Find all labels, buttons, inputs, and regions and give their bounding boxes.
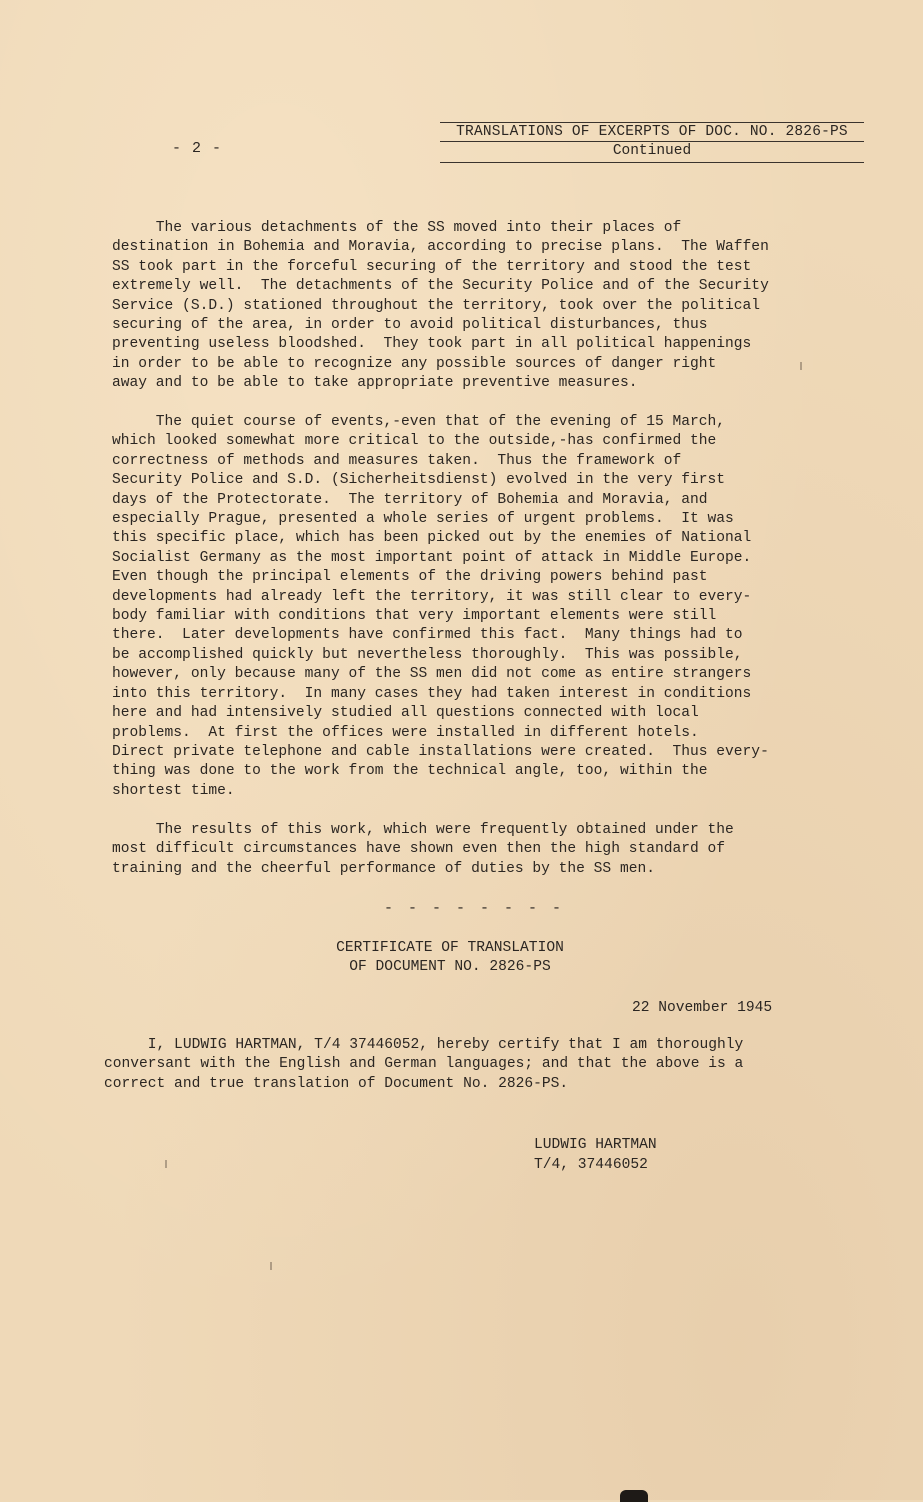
certificate-title-line-1: CERTIFICATE OF TRANSLATION (336, 940, 564, 956)
paragraph-2: The quiet course of events,-even that of the evening of 15 March, which looked somewhat more critical to the outside,-has confirmed the correctness of methods and measures taken. Thus the framework of Security Police and S.D. (Sicherheitsdienst) evolved in the very first days of the Protectorate. The territory of Bohemia and Moravia, and especially Prague, presented a whole series of urgent problems. It was this specific place, which has been picked out by the enemies of National Socialist Germany as the most important point of attack in Middle Europe. Even though the principal elements of the driving powers behind past developments had already left the territory, it was still clear to every- body familiar with conditions that very important elements were still there. Later developments have confirmed this fact. Many things had to be accomplished quickly but nevertheless thoroughly. This was possible, however, only because many of the SS men did not come as entire strangers into this territory. In many cases they had taken interest in conditions here and had intensively studied all questions connected with local problems. At first the offices were installed in different hotels. Direct private telephone and cable installations were created. Thus every- thing was done to the work from the technical angle, too, within the shortest time. (112, 414, 769, 799)
header-title: TRANSLATIONS OF EXCERPTS OF DOC. NO. 2826-PS (440, 122, 864, 142)
paragraph-3: The results of this work, which were frequently obtained under the most difficult circumstances have shown even then the high standard of training and the cheerful performance of duties by the SS men. (112, 822, 734, 877)
binder-clip-mark (620, 1490, 648, 1502)
paper-mark (800, 362, 802, 370)
page-number: - 2 - (172, 140, 223, 157)
signature-block (534, 1135, 657, 1175)
header-continued: Continued (440, 142, 864, 163)
certificate-body: I, LUDWIG HARTMAN, T/4 37446052, hereby certify that I am thoroughly conversant with the English and German languages; and that the above is a correct and true translation of Document No. 2826-PS. (104, 1037, 744, 1092)
section-divider: - - - - - - - - (384, 900, 565, 917)
signature-name: LUDWIG HARTMAN (534, 1137, 657, 1153)
paper-mark (165, 1160, 167, 1168)
certificate-title (300, 939, 600, 978)
document-header (440, 122, 864, 163)
signature-rank: T/4, 37446052 (534, 1157, 648, 1173)
certificate-title-line-2: OF DOCUMENT NO. 2826-PS (349, 959, 551, 976)
certificate-date: 22 November 1945 (632, 1000, 773, 1016)
paper-mark (270, 1262, 272, 1270)
paragraph-1: The various detachments of the SS moved into their places of destination in Bohemia and Moravia, according to precise plans. The Waffen SS took part in the forceful securing of the territory and stood the test extremely well. The detachments of the Security Police and of the Security Service (S.D.) stationed throughout the territory, took over the political securing of the area, in order to avoid political disturbances, thus preventing useless bloodshed. They took part in all political happenings in order to be able to recognize any possible sources of danger right away and to be able to take appropriate preventive measures. (112, 220, 769, 392)
